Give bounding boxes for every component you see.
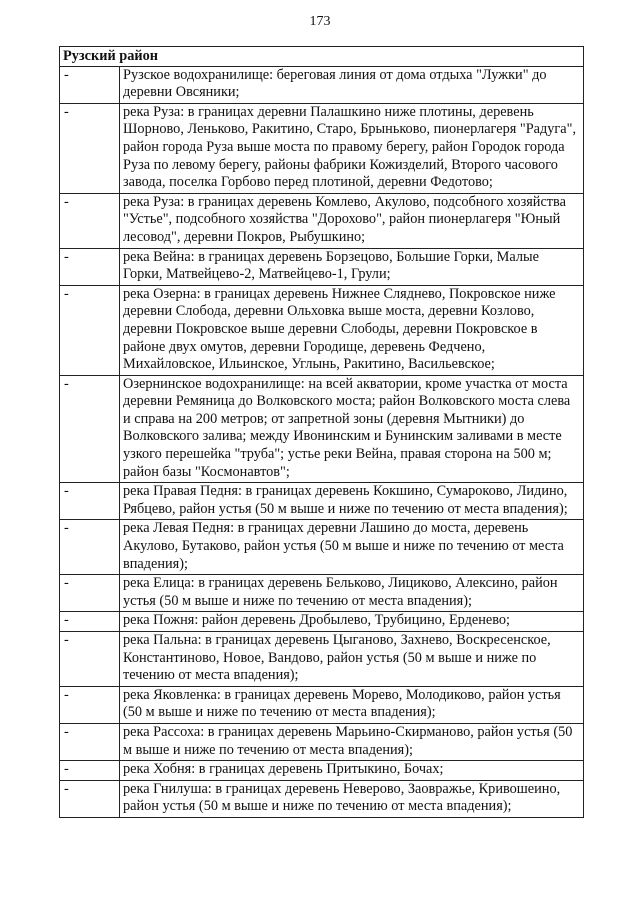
row-text: река Хобня: в границах деревень Притыкино, Бочах; — [120, 761, 584, 781]
row-text: река Вейна: в границах деревень Борзецово, Большие Горки, Малые Горки, Матвейцево-2, Матвейцево-1, Грули; — [120, 248, 584, 285]
table-row — [60, 285, 584, 375]
row-marker: - — [60, 520, 120, 575]
row-text: Рузское водохранилище: береговая линия от дома отдыха "Лужки" до деревни Овсяники; — [120, 66, 584, 103]
document-table — [59, 46, 584, 818]
row-text: река Яковленка: в границах деревень Морево, Молодиково, район устья (50 м выше и ниже по течению от места впадения); — [120, 686, 584, 723]
table-row — [60, 483, 584, 520]
row-text: Озернинское водохранилище: на всей акватории, кроме участка от моста деревни Ремяница до Волковского моста; район Волковского моста слева и справа на 200 метров; от запретной зоны (деревня Мытники) до Волковского залива; между Ивонинским и Бунинским заливами в месте узкого перешейка "труба"; устье реки Вейна, правая сторона на 500 м; район базы "Космонавтов"; — [120, 375, 584, 483]
row-text: река Правая Педня: в границах деревень Кокшино, Сумароково, Лидино, Рябцево, район устья (50 м выше и ниже по течению от места впадения); — [120, 483, 584, 520]
row-marker: - — [60, 285, 120, 375]
row-text: река Руза: в границах деревни Палашкино ниже плотины, деревень Шорново, Леньково, Ракитино, Старо, Брыньково, пионерлагеря "Радуга", район города Руза выше моста по правому берегу, район Городок города Руза по левому берегу, районы фабрики Кожизделий, Второго часового завода, поселка Горбово перед плотиной, деревни Федотово; — [120, 103, 584, 193]
row-text: река Руза: в границах деревень Комлево, Акулово, подсобного хозяйства "Устье", подсобного хозяйства "Дорохово", район пионерлагеря "Юный лесовод", деревни Покров, Рыбушкино; — [120, 193, 584, 248]
row-text: река Рассоха: в границах деревень Марьино-Скирманово, район устья (50 м выше и ниже по течению от места впадения); — [120, 723, 584, 760]
document-table-container — [59, 46, 583, 818]
row-marker: - — [60, 761, 120, 781]
table-row — [60, 761, 584, 781]
region-title: Рузский район — [60, 47, 584, 67]
row-marker: - — [60, 66, 120, 103]
row-text: река Пальна: в границах деревень Цыганово, Захнево, Воскресенское, Константиново, Новое, Вандово, район устья (50 м выше и ниже по течению от места впадения); — [120, 632, 584, 687]
table-row — [60, 66, 584, 103]
row-text: река Левая Педня: в границах деревни Лашино до моста, деревень Акулово, Бутаково, район устья (50 м выше и ниже по течению от места впадения); — [120, 520, 584, 575]
table-row — [60, 248, 584, 285]
row-marker: - — [60, 686, 120, 723]
row-marker: - — [60, 780, 120, 817]
row-marker: - — [60, 375, 120, 483]
table-row — [60, 193, 584, 248]
table-row — [60, 780, 584, 817]
row-marker: - — [60, 612, 120, 632]
table-row — [60, 103, 584, 193]
table-row — [60, 612, 584, 632]
table-row — [60, 723, 584, 760]
region-header-row — [60, 47, 584, 67]
row-marker: - — [60, 103, 120, 193]
row-text: река Гнилуша: в границах деревень Неверово, Заовражье, Кривошеино, район устья (50 м выше и ниже по течению от места впадения); — [120, 780, 584, 817]
table-row — [60, 375, 584, 483]
row-marker: - — [60, 575, 120, 612]
row-text: река Озерна: в границах деревень Нижнее Сляднево, Покровское ниже деревни Слобода, деревни Ольховка выше моста, деревни Козлово, деревни Покровское выше деревни Слободы, деревни Покровское в районе двух омутов, деревни Городище, деревень Федчено, Михайловское, Ильинское, Углынь, Ракитино, Васильевское; — [120, 285, 584, 375]
table-row — [60, 632, 584, 687]
row-marker: - — [60, 632, 120, 687]
page-number: 173 — [309, 14, 331, 29]
row-text: река Елица: в границах деревень Бельково, Лициково, Алексино, район устья (50 м выше и ниже по течению от места впадения); — [120, 575, 584, 612]
row-marker: - — [60, 723, 120, 760]
table-row — [60, 686, 584, 723]
row-marker: - — [60, 248, 120, 285]
table-row — [60, 575, 584, 612]
row-marker: - — [60, 193, 120, 248]
row-marker: - — [60, 483, 120, 520]
table-row — [60, 520, 584, 575]
row-text: река Пожня: район деревень Дробылево, Трубицино, Ерденево; — [120, 612, 584, 632]
